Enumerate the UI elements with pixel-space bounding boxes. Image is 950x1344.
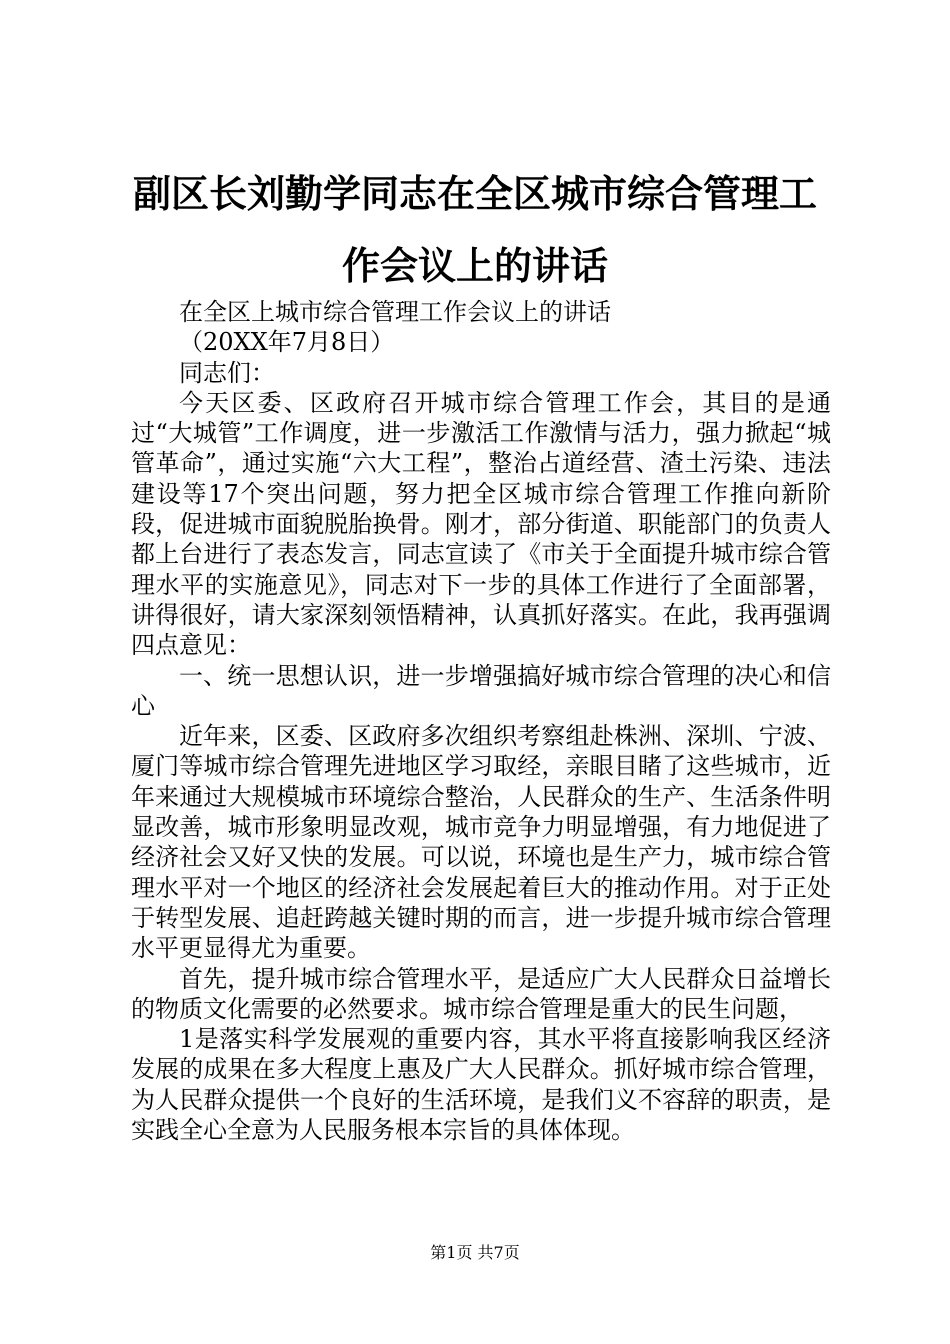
paragraph-continuation: 1是落实科学发展观的重要内容，其水平将直接影响我区经济发展的成果在多大程度上惠及广大人民群众。抓好城市综合管理，为人民群众提供一个良好的生活环境，是我们义不容辞的职责，是实践全心全意为人民服务根本宗旨的具体体现。 (131, 1025, 831, 1145)
speech-subtitle: 在全区上城市综合管理工作会议上的讲话 (179, 298, 611, 326)
page-title: 副区长刘勤学同志在全区城市综合管理工作会议上的讲话 (132, 171, 817, 288)
salutation: 同志们： (179, 358, 275, 387)
section-heading-1: 一、统一思想认识，进一步增强搞好城市综合管理的决心和信心 (131, 661, 831, 720)
document-body (131, 297, 831, 1145)
page-footer: 第1页 共7页 (430, 1243, 520, 1262)
paragraph-intro: 今天区委、区政府召开城市综合管理工作会，其目的是通过“大城管”工作调度，进一步激活工作激情与活力，强力掀起“城管革命”，通过实施“六大工程”，整治占道经营、渣土污染、违法建设等17个突出问题，努力把全区城市综合管理工作推向新阶段，促进城市面貌脱胎换骨。刚才，部分街道、职能部门的负责人都上台进行了表态发言，同志宣读了《市关于全面提升城市综合管理水平的实施意见》，同志对下一步的具体工作进行了全面部署，讲得很好，请大家深刻领悟精神，认真抓好落实。在此，我再强调四点意见： (131, 388, 831, 660)
paragraph-recent-years: 近年来，区委、区政府多次组织考察组赴株洲、深圳、宁波、厦门等城市综合管理先进地区学习取经，亲眼目睹了这些城市，近年来通过大规模城市环境综合整治，人民群众的生产、生活条件明显改善，城市形象明显改观，城市竞争力明显增强，有力地促进了经济社会又好又快的发展。可以说，环境也是生产力，城市综合管理水平对一个地区的经济社会发展起着巨大的推动作用。对于正处于转型发展、追赶跨越关键时期的而言，进一步提升城市综合管理水平更显得尤为重要。 (131, 722, 831, 963)
paragraph-first: 首先，提升城市综合管理水平，是适应广大人民群众日益增长的物质文化需要的必然要求。城市综合管理是重大的民生问题， (131, 964, 831, 1023)
speech-date: （20XX年7月8日） (179, 328, 395, 357)
